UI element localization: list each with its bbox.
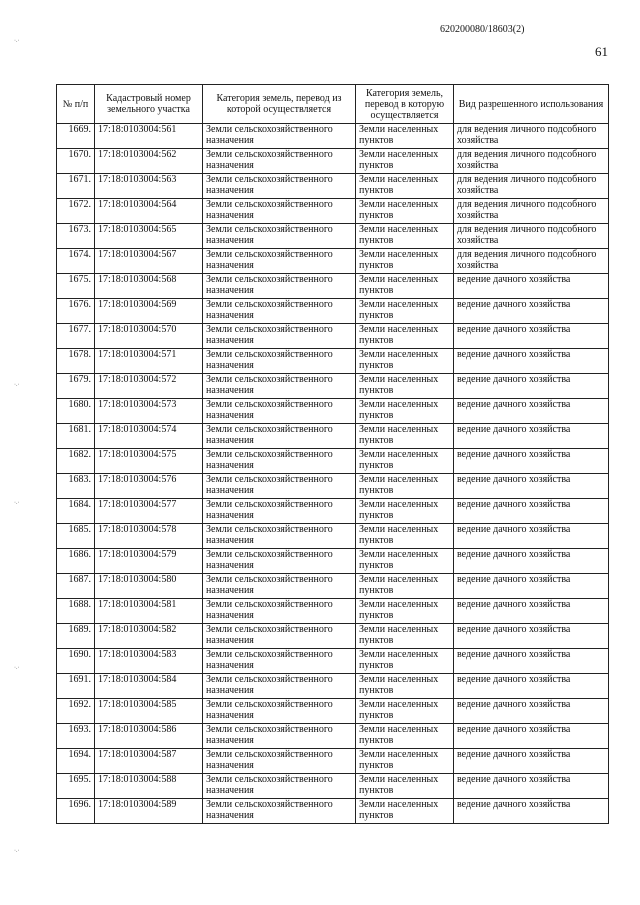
cadastral-number: 17:18:0103004:565 [95,224,203,249]
row-number: 1671. [57,174,95,199]
category-to: Земли населенных пунктов [356,174,454,199]
category-to: Земли населенных пунктов [356,349,454,374]
category-from: Земли сельскохозяйственного назначения [203,399,356,424]
permitted-use: ведение дачного хозяйства [454,599,609,624]
category-from: Земли сельскохозяйственного назначения [203,349,356,374]
category-to: Земли населенных пунктов [356,224,454,249]
category-to: Земли населенных пунктов [356,749,454,774]
table-row [57,574,609,599]
category-to: Земли населенных пунктов [356,774,454,799]
table-row [57,199,609,224]
category-from: Земли сельскохозяйственного назначения [203,424,356,449]
permitted-use: ведение дачного хозяйства [454,774,609,799]
cadastral-number: 17:18:0103004:578 [95,524,203,549]
category-from: Земли сельскохозяйственного назначения [203,549,356,574]
permitted-use: ведение дачного хозяйства [454,449,609,474]
category-from: Земли сельскохозяйственного назначения [203,174,356,199]
row-number: 1683. [57,474,95,499]
permitted-use: ведение дачного хозяйства [454,349,609,374]
category-to: Земли населенных пунктов [356,449,454,474]
category-to: Земли населенных пунктов [356,724,454,749]
permitted-use: ведение дачного хозяйства [454,299,609,324]
land-plots-table [56,84,609,824]
category-from: Земли сельскохозяйственного назначения [203,699,356,724]
table-body [57,124,609,824]
category-from: Земли сельскохозяйственного назначения [203,149,356,174]
cadastral-number: 17:18:0103004:564 [95,199,203,224]
cadastral-number: 17:18:0103004:586 [95,724,203,749]
category-to: Земли населенных пунктов [356,324,454,349]
permitted-use: ведение дачного хозяйства [454,274,609,299]
permitted-use: ведение дачного хозяйства [454,649,609,674]
category-from: Земли сельскохозяйственного назначения [203,499,356,524]
document-code: 620200080/18603(2) [440,24,525,35]
category-from: Земли сельскохозяйственного назначения [203,649,356,674]
table-row [57,424,609,449]
category-from: Земли сельскохозяйственного назначения [203,749,356,774]
scan-mark: ·.· [14,665,20,671]
permitted-use: для ведения личного подсобного хозяйства [454,224,609,249]
cadastral-number: 17:18:0103004:585 [95,699,203,724]
table-row [57,724,609,749]
row-number: 1680. [57,399,95,424]
cadastral-number: 17:18:0103004:580 [95,574,203,599]
permitted-use: ведение дачного хозяйства [454,574,609,599]
category-from: Земли сельскохозяйственного назначения [203,724,356,749]
table-row [57,224,609,249]
category-from: Земли сельскохозяйственного назначения [203,224,356,249]
cadastral-number: 17:18:0103004:569 [95,299,203,324]
row-number: 1678. [57,349,95,374]
cadastral-number: 17:18:0103004:567 [95,249,203,274]
category-from: Земли сельскохозяйственного назначения [203,449,356,474]
permitted-use: для ведения личного подсобного хозяйства [454,149,609,174]
cadastral-number: 17:18:0103004:581 [95,599,203,624]
category-from: Земли сельскохозяйственного назначения [203,124,356,149]
scan-mark: ·.· [14,38,20,44]
category-from: Земли сельскохозяйственного назначения [203,374,356,399]
cadastral-number: 17:18:0103004:587 [95,749,203,774]
cadastral-number: 17:18:0103004:588 [95,774,203,799]
row-number: 1675. [57,274,95,299]
table-row [57,449,609,474]
cadastral-number: 17:18:0103004:572 [95,374,203,399]
row-number: 1672. [57,199,95,224]
row-number: 1693. [57,724,95,749]
category-from: Земли сельскохозяйственного назначения [203,599,356,624]
row-number: 1689. [57,624,95,649]
row-number: 1694. [57,749,95,774]
permitted-use: ведение дачного хозяйства [454,799,609,824]
scan-mark: ·.· [14,500,20,506]
table-row [57,624,609,649]
permitted-use: ведение дачного хозяйства [454,374,609,399]
permitted-use: ведение дачного хозяйства [454,399,609,424]
permitted-use: ведение дачного хозяйства [454,524,609,549]
category-from: Земли сельскохозяйственного назначения [203,574,356,599]
permitted-use: ведение дачного хозяйства [454,474,609,499]
permitted-use: ведение дачного хозяйства [454,499,609,524]
row-number: 1669. [57,124,95,149]
category-from: Земли сельскохозяйственного назначения [203,324,356,349]
category-from: Земли сельскохозяйственного назначения [203,474,356,499]
permitted-use: ведение дачного хозяйства [454,749,609,774]
column-header-category-to: Категория земель, перевод в которую осуществляется [356,85,454,124]
table-row [57,474,609,499]
category-to: Земли населенных пунктов [356,149,454,174]
category-to: Земли населенных пунктов [356,649,454,674]
row-number: 1690. [57,649,95,674]
cadastral-number: 17:18:0103004:583 [95,649,203,674]
table-row [57,774,609,799]
table-row [57,324,609,349]
permitted-use: для ведения личного подсобного хозяйства [454,124,609,149]
table-row [57,349,609,374]
table-row [57,399,609,424]
row-number: 1691. [57,674,95,699]
row-number: 1695. [57,774,95,799]
table-row [57,749,609,774]
category-to: Земли населенных пунктов [356,524,454,549]
cadastral-number: 17:18:0103004:573 [95,399,203,424]
permitted-use: ведение дачного хозяйства [454,324,609,349]
row-number: 1674. [57,249,95,274]
category-to: Земли населенных пунктов [356,674,454,699]
row-number: 1684. [57,499,95,524]
row-number: 1687. [57,574,95,599]
table-row [57,299,609,324]
scan-mark: ·.· [14,848,20,854]
category-to: Земли населенных пунктов [356,399,454,424]
scan-mark: ·.· [14,382,20,388]
category-to: Земли населенных пунктов [356,124,454,149]
row-number: 1688. [57,599,95,624]
row-number: 1677. [57,324,95,349]
table-row [57,149,609,174]
category-from: Земли сельскохозяйственного назначения [203,774,356,799]
category-to: Земли населенных пунктов [356,549,454,574]
category-to: Земли населенных пунктов [356,274,454,299]
permitted-use: ведение дачного хозяйства [454,699,609,724]
row-number: 1686. [57,549,95,574]
cadastral-number: 17:18:0103004:589 [95,799,203,824]
permitted-use: для ведения личного подсобного хозяйства [454,199,609,224]
permitted-use: для ведения личного подсобного хозяйства [454,249,609,274]
cadastral-number: 17:18:0103004:575 [95,449,203,474]
table-row [57,549,609,574]
cadastral-number: 17:18:0103004:579 [95,549,203,574]
table-row [57,499,609,524]
cadastral-number: 17:18:0103004:582 [95,624,203,649]
category-to: Земли населенных пунктов [356,249,454,274]
category-to: Земли населенных пунктов [356,699,454,724]
table-row [57,124,609,149]
table-row [57,674,609,699]
cadastral-number: 17:18:0103004:563 [95,174,203,199]
permitted-use: ведение дачного хозяйства [454,549,609,574]
column-header-permitted-use: Вид разрешенного использования [454,85,609,124]
category-from: Земли сельскохозяйственного назначения [203,249,356,274]
page-number: 61 [595,44,608,59]
permitted-use: ведение дачного хозяйства [454,424,609,449]
category-from: Земли сельскохозяйственного назначения [203,199,356,224]
category-from: Земли сельскохозяйственного назначения [203,524,356,549]
category-from: Земли сельскохозяйственного назначения [203,674,356,699]
cadastral-number: 17:18:0103004:576 [95,474,203,499]
table-row [57,649,609,674]
table-row [57,599,609,624]
cadastral-number: 17:18:0103004:574 [95,424,203,449]
row-number: 1685. [57,524,95,549]
column-header-number: № п/п [57,85,95,124]
row-number: 1681. [57,424,95,449]
category-from: Земли сельскохозяйственного назначения [203,299,356,324]
cadastral-number: 17:18:0103004:561 [95,124,203,149]
table-row [57,799,609,824]
category-to: Земли населенных пунктов [356,299,454,324]
permitted-use: ведение дачного хозяйства [454,674,609,699]
row-number: 1679. [57,374,95,399]
cadastral-number: 17:18:0103004:570 [95,324,203,349]
column-header-category-from: Категория земель, перевод из которой осуществляется [203,85,356,124]
cadastral-number: 17:18:0103004:568 [95,274,203,299]
table-row [57,174,609,199]
category-to: Земли населенных пунктов [356,574,454,599]
category-to: Земли населенных пунктов [356,474,454,499]
row-number: 1692. [57,699,95,724]
row-number: 1670. [57,149,95,174]
category-to: Земли населенных пунктов [356,424,454,449]
category-to: Земли населенных пунктов [356,499,454,524]
cadastral-number: 17:18:0103004:571 [95,349,203,374]
permitted-use: ведение дачного хозяйства [454,724,609,749]
row-number: 1696. [57,799,95,824]
category-to: Земли населенных пунктов [356,624,454,649]
table-header-row [57,85,609,124]
category-to: Земли населенных пунктов [356,199,454,224]
cadastral-number: 17:18:0103004:584 [95,674,203,699]
table-row [57,274,609,299]
row-number: 1673. [57,224,95,249]
category-to: Земли населенных пунктов [356,374,454,399]
category-from: Земли сельскохозяйственного назначения [203,799,356,824]
table-row [57,699,609,724]
permitted-use: для ведения личного подсобного хозяйства [454,174,609,199]
row-number: 1682. [57,449,95,474]
permitted-use: ведение дачного хозяйства [454,624,609,649]
category-from: Земли сельскохозяйственного назначения [203,624,356,649]
column-header-cadastral: Кадастровый номер земельного участка [95,85,203,124]
category-from: Земли сельскохозяйственного назначения [203,274,356,299]
cadastral-number: 17:18:0103004:577 [95,499,203,524]
table-row [57,374,609,399]
cadastral-number: 17:18:0103004:562 [95,149,203,174]
category-to: Земли населенных пунктов [356,599,454,624]
table-row [57,249,609,274]
category-to: Земли населенных пунктов [356,799,454,824]
table-row [57,524,609,549]
row-number: 1676. [57,299,95,324]
